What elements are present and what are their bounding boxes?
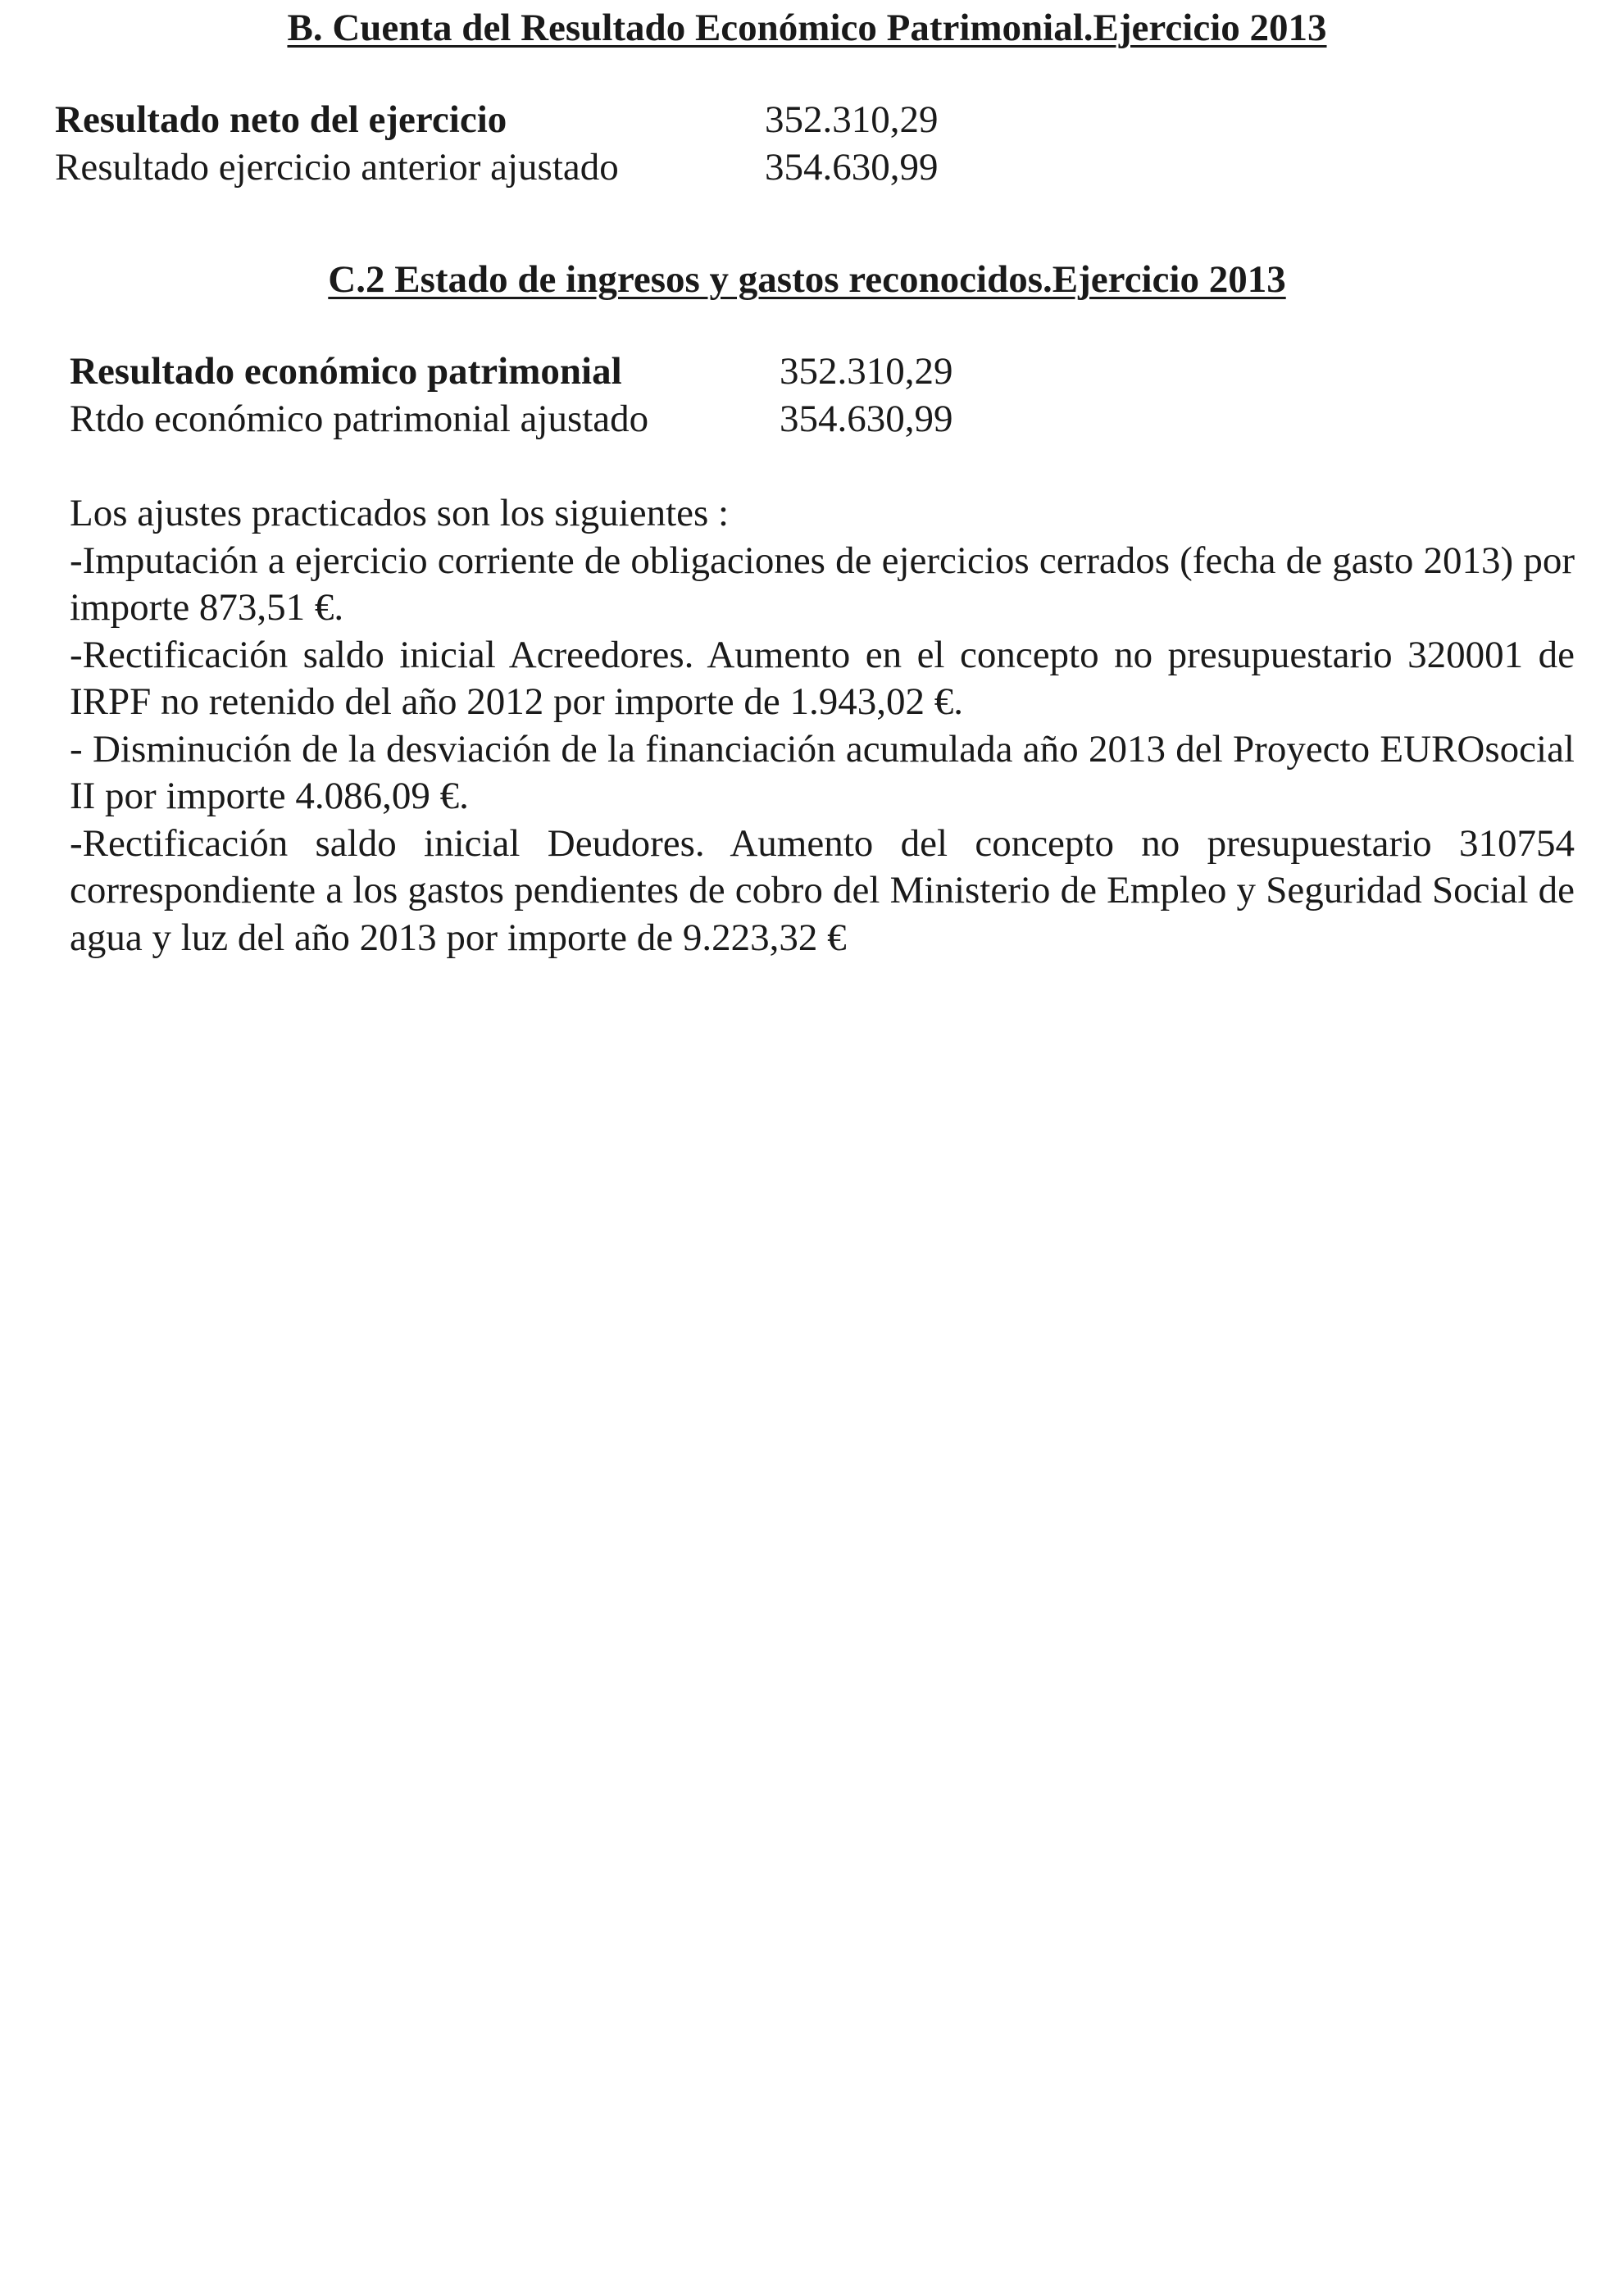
result-value: 352.310,29 bbox=[780, 350, 953, 393]
section-c2-heading: C.2 Estado de ingresos y gastos reconocidos.Ejercicio 2013 bbox=[328, 258, 1286, 301]
result-value: 354.630,99 bbox=[765, 146, 939, 189]
result-label: Rtdo económico patrimonial ajustado bbox=[70, 398, 649, 440]
adjustment-item: -Imputación a ejercicio corriente de obligaciones de ejercicios cerrados (fecha de gasto 2013) por importe 873,51 €. bbox=[70, 539, 1575, 629]
section-b-summary bbox=[55, 96, 1203, 194]
adjustment-item: - Disminución de la desviación de la financiación acumulada año 2013 del Proyecto EUROsocial II por importe 4.086,09 €. bbox=[70, 727, 1575, 817]
result-label: Resultado neto del ejercicio bbox=[55, 98, 507, 141]
result-label: Resultado económico patrimonial bbox=[70, 350, 622, 393]
section-c2-summary bbox=[70, 348, 1217, 446]
adjustments-intro: Los ajustes practicados son los siguientes : bbox=[70, 492, 730, 534]
adjustment-item: -Rectificación saldo inicial Acreedores. Aumento en el concepto no presupuestario 320001 de IRPF no retenido del año 2012 por importe de 1.943,02 €. bbox=[70, 633, 1575, 723]
section-b-heading: B. Cuenta del Resultado Económico Patrimonial.Ejercicio 2013 bbox=[287, 7, 1327, 49]
result-label: Resultado ejercicio anterior ajustado bbox=[55, 146, 619, 189]
result-value: 354.630,99 bbox=[780, 398, 953, 440]
adjustments-notes bbox=[70, 490, 1575, 962]
result-value: 352.310,29 bbox=[765, 98, 939, 141]
adjustment-item: -Rectificación saldo inicial Deudores. Aumento del concepto no presupuestario 310754 correspondiente a los gastos pendientes de cobro del Ministerio de Empleo y Seguridad Social de agua y luz del año 2013 por importe de 9.223,32 € bbox=[70, 821, 1575, 959]
